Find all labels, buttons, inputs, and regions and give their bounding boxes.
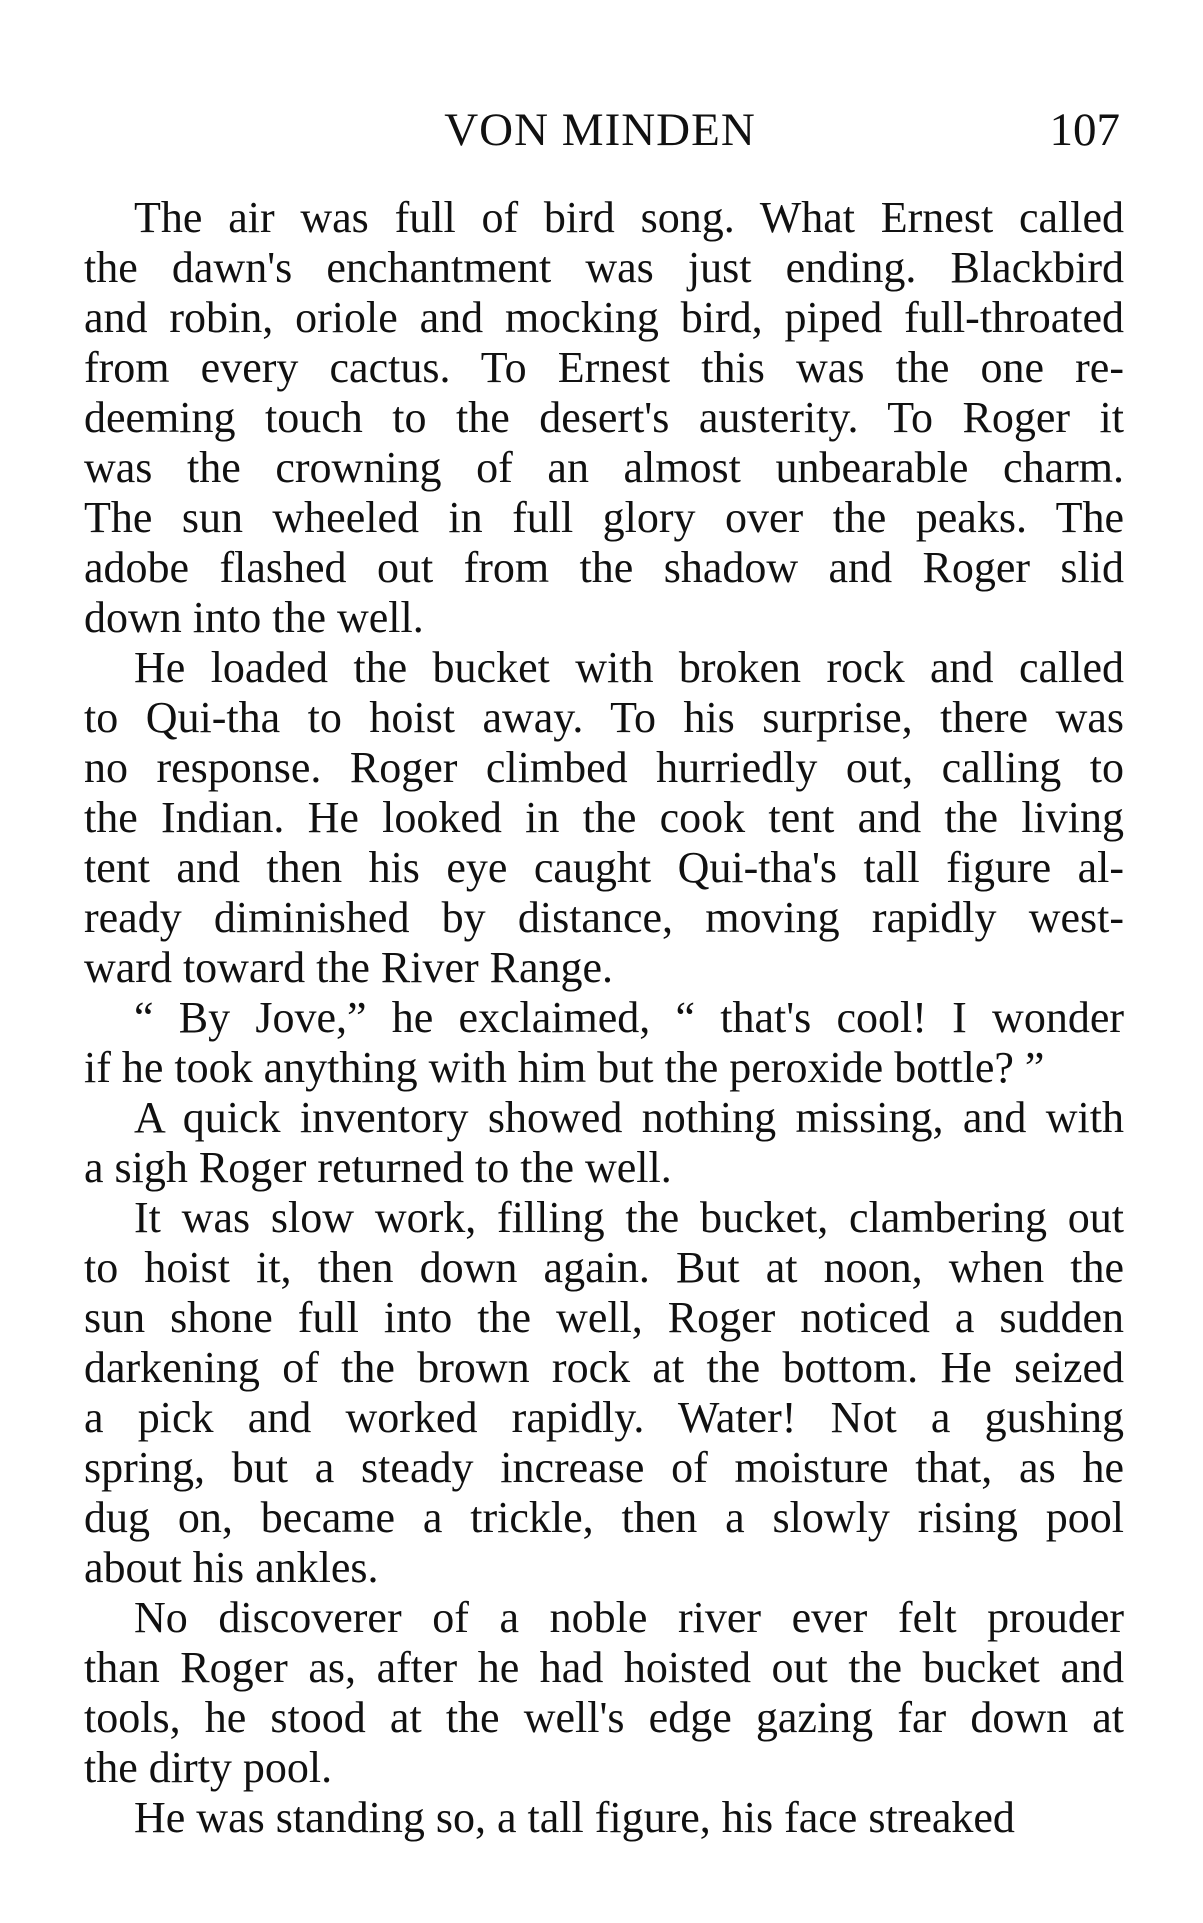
paragraph: [84, 1093, 1124, 1193]
text-line: down into the well.: [84, 593, 424, 642]
text-line: A quick inventory showed nothing missing, and with: [134, 1093, 1124, 1142]
text-line: darkening of the brown rock at the bottom. He seized: [84, 1343, 1124, 1392]
text-line: He loaded the bucket with broken rock and called: [134, 643, 1124, 692]
paragraph: [84, 993, 1124, 1093]
text-line: the dirty pool.: [84, 1743, 333, 1792]
text-line: a pick and worked rapidly. Water! Not a gushing: [84, 1393, 1124, 1442]
page-number: 107: [1049, 104, 1120, 156]
text-line: spring, but a steady increase of moisture that, as he: [84, 1443, 1124, 1492]
text-line: from every cactus. To Ernest this was the one re-: [84, 343, 1124, 392]
paragraph: [84, 1793, 1124, 1843]
text-line: He was standing so, a tall figure, his face streaked: [134, 1793, 1015, 1842]
text-line: about his ankles.: [84, 1543, 379, 1592]
text-line: a sigh Roger returned to the well.: [84, 1143, 672, 1192]
text-line: if he took anything with him but the peroxide bottle? ”: [84, 1043, 1045, 1092]
text-line: deeming touch to the desert's austerity. To Roger it: [84, 393, 1124, 442]
paragraph: [84, 193, 1124, 643]
text-line: It was slow work, filling the bucket, clambering out: [134, 1193, 1124, 1242]
text-line: ward toward the River Range.: [84, 943, 614, 992]
text-line: The air was full of bird song. What Ernest called: [134, 193, 1124, 242]
text-line: tent and then his eye caught Qui-tha's tall figure al-: [84, 843, 1124, 892]
text-line: the dawn's enchantment was just ending. Blackbird: [84, 243, 1124, 292]
running-title: VON MINDEN: [444, 104, 756, 156]
text-line: No discoverer of a noble river ever felt prouder: [134, 1593, 1124, 1642]
running-head: [80, 100, 1120, 160]
paragraph: [84, 1193, 1124, 1593]
text-line: than Roger as, after he had hoisted out the bucket and: [84, 1643, 1124, 1692]
text-line: adobe flashed out from the shadow and Roger slid: [84, 543, 1124, 592]
text-line: The sun wheeled in full glory over the peaks. The: [84, 493, 1124, 542]
text-line: was the crowning of an almost unbearable charm.: [84, 443, 1124, 492]
text-body: [84, 193, 1124, 1843]
paragraph: [84, 1593, 1124, 1793]
text-line: “ By Jove,” he exclaimed, “ that's cool! I wonder: [134, 993, 1124, 1042]
paragraph: [84, 643, 1124, 993]
text-line: dug on, became a trickle, then a slowly rising pool: [84, 1493, 1124, 1542]
text-line: to hoist it, then down again. But at noon, when the: [84, 1243, 1124, 1292]
text-line: tools, he stood at the well's edge gazing far down at: [84, 1693, 1124, 1742]
text-line: and robin, oriole and mocking bird, piped full-throated: [84, 293, 1124, 342]
text-line: no response. Roger climbed hurriedly out, calling to: [84, 743, 1124, 792]
text-line: to Qui-tha to hoist away. To his surprise, there was: [84, 693, 1124, 742]
text-line: the Indian. He looked in the cook tent and the living: [84, 793, 1124, 842]
text-line: sun shone full into the well, Roger noticed a sudden: [84, 1293, 1124, 1342]
text-line: ready diminished by distance, moving rapidly west-: [84, 893, 1124, 942]
